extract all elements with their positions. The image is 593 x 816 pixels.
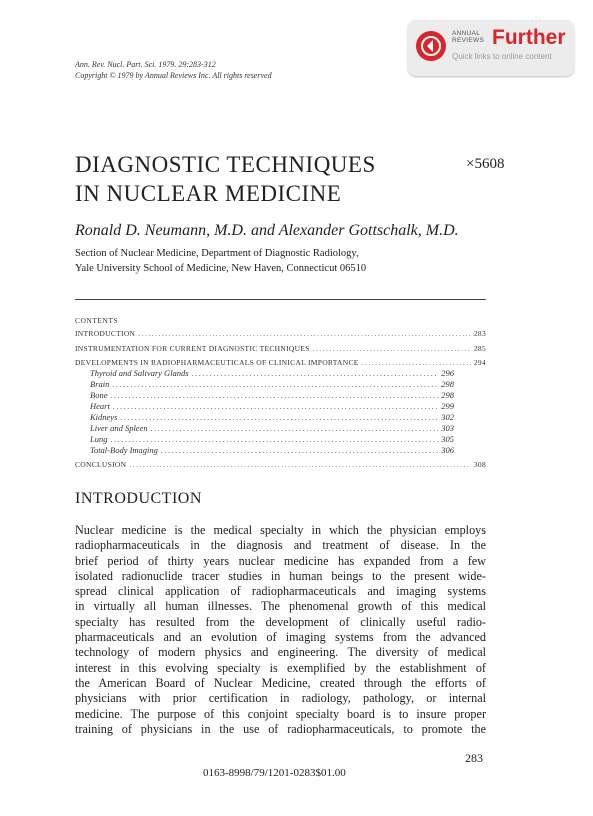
text-line: medicine. The purpose of this conjoint specialty board is to insure proper — [75, 706, 486, 721]
affiliation-line: Yale University School of Medicine, New Haven, Connecticut 06510 — [75, 263, 367, 274]
text-line: specialty has resulted from the development of clinically useful radio- — [75, 614, 486, 629]
annual-reviews-wordmark — [452, 30, 484, 44]
authors: Ronald D. Neumann, M.D. and Alexander Gottschalk, M.D. — [75, 222, 459, 239]
text-line: brief period of thirty years nuclear medicine has expanded from a few — [75, 553, 486, 568]
toc-subentry[interactable]: Heart ..... 299 — [90, 402, 454, 411]
toc-subentry[interactable]: Lung ..... 305 — [90, 435, 454, 444]
page-number: 283 — [465, 751, 483, 765]
section-heading: INTRODUCTION — [75, 490, 202, 507]
arrow-circle-icon — [416, 31, 446, 61]
further-subtitle: Quick links to online content — [452, 52, 552, 61]
text-line: in virtually all human illnesses. The phenomenal growth of this medical — [75, 599, 486, 614]
toc-subentry[interactable]: Brain ..... 298 — [90, 380, 454, 389]
toc-subentry[interactable]: Total-Body Imaging ..... 306 — [90, 446, 454, 455]
toc-entry[interactable]: INTRODUCTION ..... 283 — [75, 329, 486, 338]
toc-subentry[interactable]: Kidneys ..... 302 — [90, 413, 454, 422]
text-line: spread clinical application of radiopharmaceuticals and imaging systems — [75, 584, 486, 599]
catalog-stamp: ×5608 — [466, 156, 505, 172]
toc-entry[interactable]: CONCLUSION ..... 308 — [75, 460, 486, 469]
title-line: DIAGNOSTIC TECHNIQUES — [75, 152, 376, 177]
article-title — [75, 150, 376, 208]
text-line: Nuclear medicine is the medical specialty in which the physician employs — [75, 523, 486, 537]
affiliation-line: Section of Nuclear Medicine, Department of Diagnostic Radiology, — [75, 248, 359, 259]
toc-subentry[interactable]: Liver and Spleen ..... 303 — [90, 424, 454, 433]
toc-entry[interactable]: INSTRUMENTATION FOR CURRENT DIAGNOSTIC TECHNIQUES ..... 285 — [75, 344, 486, 353]
text-line: training of physicians in the use of radiopharmaceuticals, to promote the — [75, 721, 486, 736]
journal-citation: Ann. Rev. Nucl. Part. Sci. 1979. 29:283-312 — [75, 60, 216, 69]
divider — [75, 299, 486, 300]
text-line: pharmaceuticals and an evolution of imaging systems from the advanced — [75, 630, 486, 645]
reviews-label: REVIEWS — [452, 37, 485, 44]
title-line: IN NUCLEAR MEDICINE — [75, 181, 342, 206]
text-line: the American Board of Nuclear Medicine, created through the efforts of — [75, 675, 486, 690]
text-line: isolated radionuclide tracer studies in human beings to the present wide- — [75, 568, 486, 583]
text-line: technology of modern physics and engineering. The diversity of medical — [75, 645, 486, 660]
body-paragraph — [75, 523, 486, 737]
copyright-notice: Copyright © 1979 by Annual Reviews Inc. All rights reserved — [75, 71, 272, 80]
text-line: interest in this evolving specialty is exemplified by the establishment of — [75, 660, 486, 675]
toc-subentry[interactable]: Bone ..... 298 — [90, 391, 454, 400]
contents-heading: CONTENTS — [75, 316, 119, 325]
text-line: radiopharmaceuticals in the diagnosis and treatment of disease. In the — [75, 538, 486, 553]
footer-code: 0163-8998/79/1201-0283$01.00 — [203, 767, 346, 779]
annual-label: ANNUAL — [452, 30, 481, 37]
toc-entry[interactable]: DEVELOPMENTS IN RADIOPHARMACEUTICALS OF CLINICAL IMPORTANCE ..... 294 — [75, 358, 486, 367]
further-label: Further — [492, 26, 566, 49]
annual-reviews-further-badge[interactable] — [408, 20, 574, 76]
text-line: physicians with prior certification in radiology, pathology, or internal — [75, 691, 486, 706]
toc-subentry[interactable]: Thyroid and Salivary Glands ..... 296 — [90, 369, 454, 378]
